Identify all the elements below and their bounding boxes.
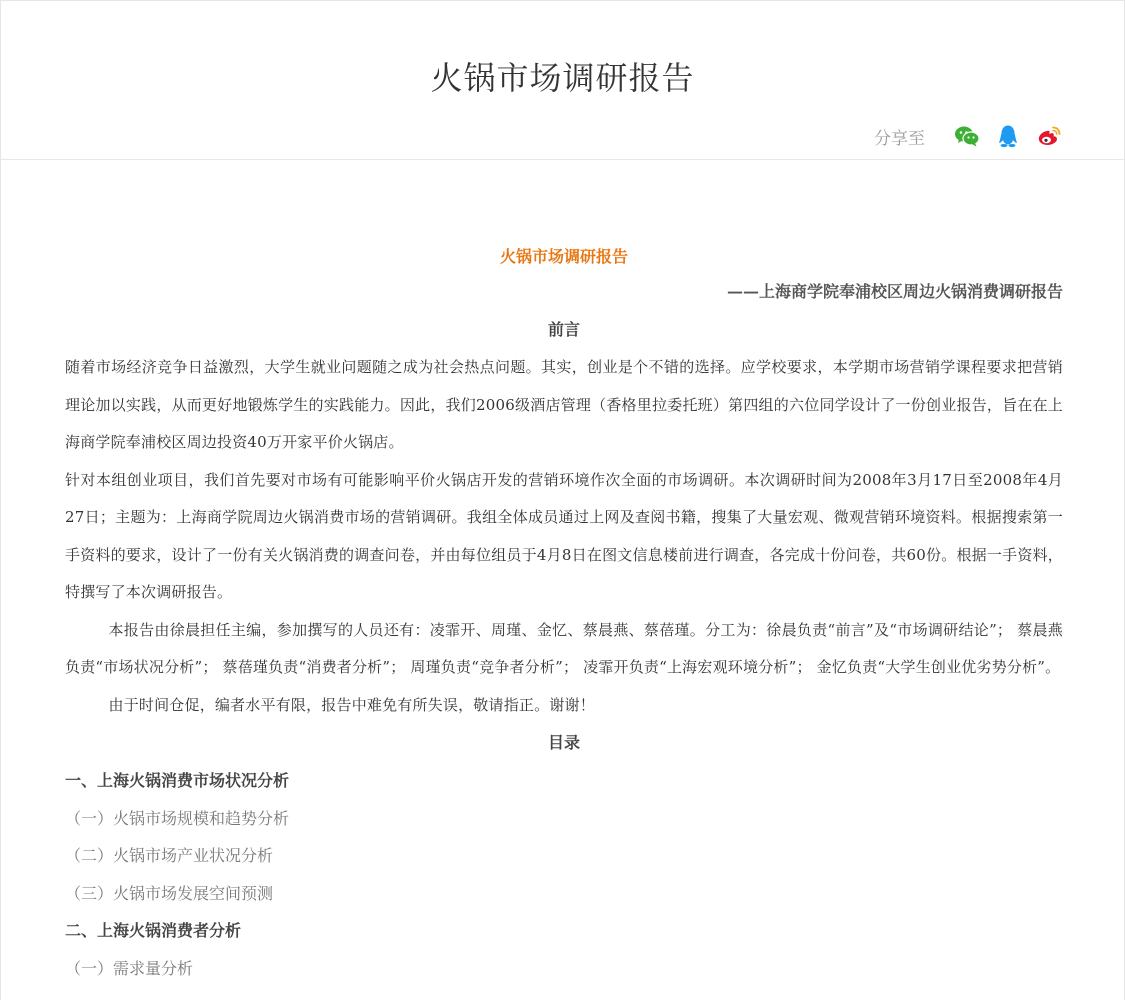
toc-section: 二、上海火锅消费者分析 xyxy=(65,921,242,940)
toc-item[interactable]: （一）需求量分析 xyxy=(65,958,194,978)
toc-item[interactable]: （二）火锅市场产业状况分析 xyxy=(65,846,274,865)
share-label: 分享至 xyxy=(874,128,925,149)
paragraph: 针对本组创业项目，我们首先要对市场有可能影响平价火锅店开发的营销环境作次全面的市场调研。本次调研时间为2008年3月17日至2008年4月27日；主题为：上海商学院周边火锅消费市场的营销调研。我组全体成员通过上网及查阅书籍，搜集了大量宏观、微观营销环境资料。根据搜索第一手资料的要求，设计了一份有关火锅消费的调查问卷，并由每位组员于4月8日在图文信息楼前进行调查，各完成十份问卷，共60份。根据一手资料，特撰写了本次调研报告。 xyxy=(65,470,1063,601)
paragraph: 由于时间仓促，编者水平有限，报告中难免有所失误，敬请指正。谢谢！ xyxy=(108,695,595,714)
wechat-icon[interactable] xyxy=(954,123,980,149)
article-header xyxy=(1,1,1124,160)
share-bar xyxy=(874,123,1062,149)
paragraph: 本报告由徐晨担任主编，参加撰写的人员还有：凌霏开、周瑾、金忆、蔡晨燕、蔡蓓瑾。分工为：徐晨负责“前言”及“市场调研结论”； 蔡晨燕负责“市场状况分析”； 蔡蓓瑾负责“消费者分析”； 周瑾负责“竞争者分析”； 凌霏开负责“上海宏观环境分析”； 金忆负责“大学生创业优劣势分析”。 xyxy=(65,620,1063,676)
article-body xyxy=(65,241,1063,987)
page-title: 火锅市场调研报告 xyxy=(430,59,695,97)
preface-heading: 前言 xyxy=(547,320,580,339)
toc-section: 一、上海火锅消费市场状况分析 xyxy=(65,771,290,790)
toc-item[interactable]: （一）火锅市场规模和趋势分析 xyxy=(65,808,290,828)
article-title: 火锅市场调研报告 xyxy=(499,247,628,266)
qq-icon[interactable] xyxy=(995,123,1021,149)
article-subtitle: ——上海商学院奉浦校区周边火锅消费调研报告 xyxy=(726,282,1063,301)
paragraph: 随着市场经济竞争日益激烈，大学生就业问题随之成为社会热点问题。其实，创业是个不错的选择。应学校要求，本学期市场营销学课程要求把营销理论加以实践，从而更好地锻炼学生的实践能力。因此，我们2006级酒店管理（香格里拉委托班）第四组的六位同学设计了一份创业报告，旨在在上海商学院奉浦校区周边投资40万开家平价火锅店。 xyxy=(65,358,1063,451)
toc-item[interactable]: （三）火锅市场发展空间预测 xyxy=(65,883,274,903)
toc-heading: 目录 xyxy=(547,733,580,752)
weibo-icon[interactable] xyxy=(1036,123,1062,149)
